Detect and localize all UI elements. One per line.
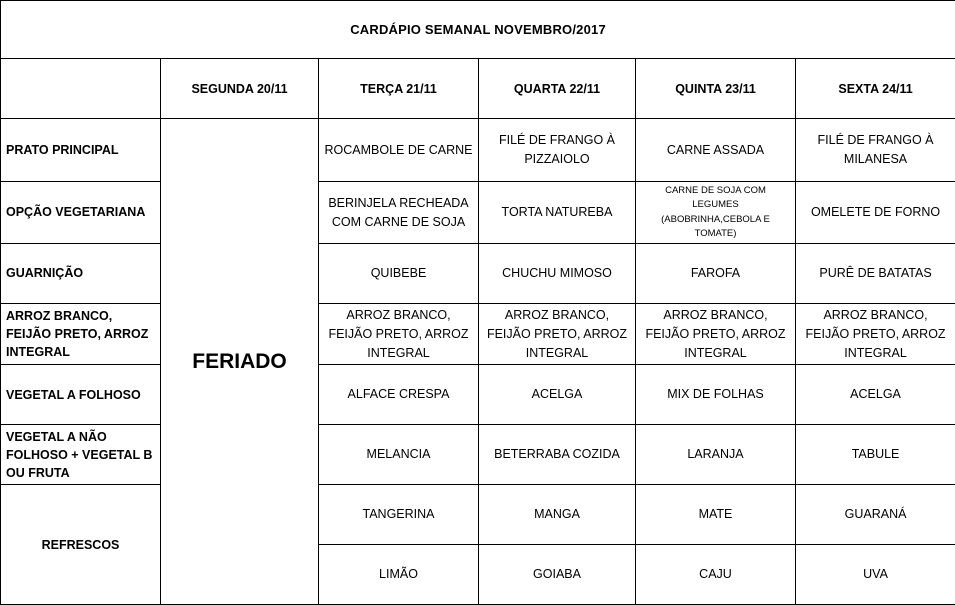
row-label-arroz-feijao: ARROZ BRANCO, FEIJÃO PRETO, ARROZ INTEGRAL bbox=[1, 304, 161, 365]
day-header-friday: SEXTA 24/11 bbox=[796, 59, 955, 119]
menu-cell: MATE bbox=[636, 485, 796, 545]
menu-cell: MANGA bbox=[479, 485, 636, 545]
menu-cell: ARROZ BRANCO, FEIJÃO PRETO, ARROZ INTEGRAL bbox=[479, 304, 636, 365]
day-header-monday: SEGUNDA 20/11 bbox=[161, 59, 319, 119]
menu-cell: ARROZ BRANCO, FEIJÃO PRETO, ARROZ INTEGRAL bbox=[636, 304, 796, 365]
menu-cell: PURÊ DE BATATAS bbox=[796, 244, 955, 304]
day-header-thursday: QUINTA 23/11 bbox=[636, 59, 796, 119]
menu-cell: MIX DE FOLHAS bbox=[636, 365, 796, 425]
row-label-prato-principal: PRATO PRINCIPAL bbox=[1, 119, 161, 182]
menu-cell: CARNE DE SOJA COM LEGUMES (ABOBRINHA,CEBOLA E TOMATE) bbox=[636, 182, 796, 244]
row-label-refrescos: REFRESCOS bbox=[1, 485, 161, 605]
menu-cell: FAROFA bbox=[636, 244, 796, 304]
holiday-cell: FERIADO bbox=[161, 119, 319, 605]
row-label-vegetal-nao-folhoso: VEGETAL A NÃO FOLHOSO + VEGETAL B OU FRUTA bbox=[1, 425, 161, 485]
row-label-guarnicao: GUARNIÇÃO bbox=[1, 244, 161, 304]
menu-cell: UVA bbox=[796, 545, 955, 605]
menu-cell: ACELGA bbox=[479, 365, 636, 425]
menu-title: CARDÁPIO SEMANAL NOVEMBRO/2017 bbox=[1, 1, 955, 59]
menu-cell: BETERRABA COZIDA bbox=[479, 425, 636, 485]
row-label-vegetal-folhoso: VEGETAL A FOLHOSO bbox=[1, 365, 161, 425]
menu-cell: QUIBEBE bbox=[319, 244, 479, 304]
menu-cell: TABULE bbox=[796, 425, 955, 485]
menu-cell: FILÉ DE FRANGO À MILANESA bbox=[796, 119, 955, 182]
menu-cell: ROCAMBOLE DE CARNE bbox=[319, 119, 479, 182]
corner-cell bbox=[1, 59, 161, 119]
menu-cell: ACELGA bbox=[796, 365, 955, 425]
menu-cell: GOIABA bbox=[479, 545, 636, 605]
menu-cell: CHUCHU MIMOSO bbox=[479, 244, 636, 304]
menu-cell: CAJU bbox=[636, 545, 796, 605]
day-header-tuesday: TERÇA 21/11 bbox=[319, 59, 479, 119]
menu-cell: ALFACE CRESPA bbox=[319, 365, 479, 425]
menu-cell: CARNE ASSADA bbox=[636, 119, 796, 182]
menu-cell: TORTA NATUREBA bbox=[479, 182, 636, 244]
row-label-opcao-vegetariana: OPÇÃO VEGETARIANA bbox=[1, 182, 161, 244]
menu-cell: LARANJA bbox=[636, 425, 796, 485]
menu-cell: LIMÃO bbox=[319, 545, 479, 605]
menu-cell: FILÉ DE FRANGO À PIZZAIOLO bbox=[479, 119, 636, 182]
menu-cell: OMELETE DE FORNO bbox=[796, 182, 955, 244]
menu-cell: BERINJELA RECHEADA COM CARNE DE SOJA bbox=[319, 182, 479, 244]
day-header-wednesday: QUARTA 22/11 bbox=[479, 59, 636, 119]
menu-cell: ARROZ BRANCO, FEIJÃO PRETO, ARROZ INTEGRAL bbox=[319, 304, 479, 365]
menu-cell: TANGERINA bbox=[319, 485, 479, 545]
menu-cell: ARROZ BRANCO, FEIJÃO PRETO, ARROZ INTEGRAL bbox=[796, 304, 955, 365]
menu-cell: GUARANÁ bbox=[796, 485, 955, 545]
menu-cell: MELANCIA bbox=[319, 425, 479, 485]
